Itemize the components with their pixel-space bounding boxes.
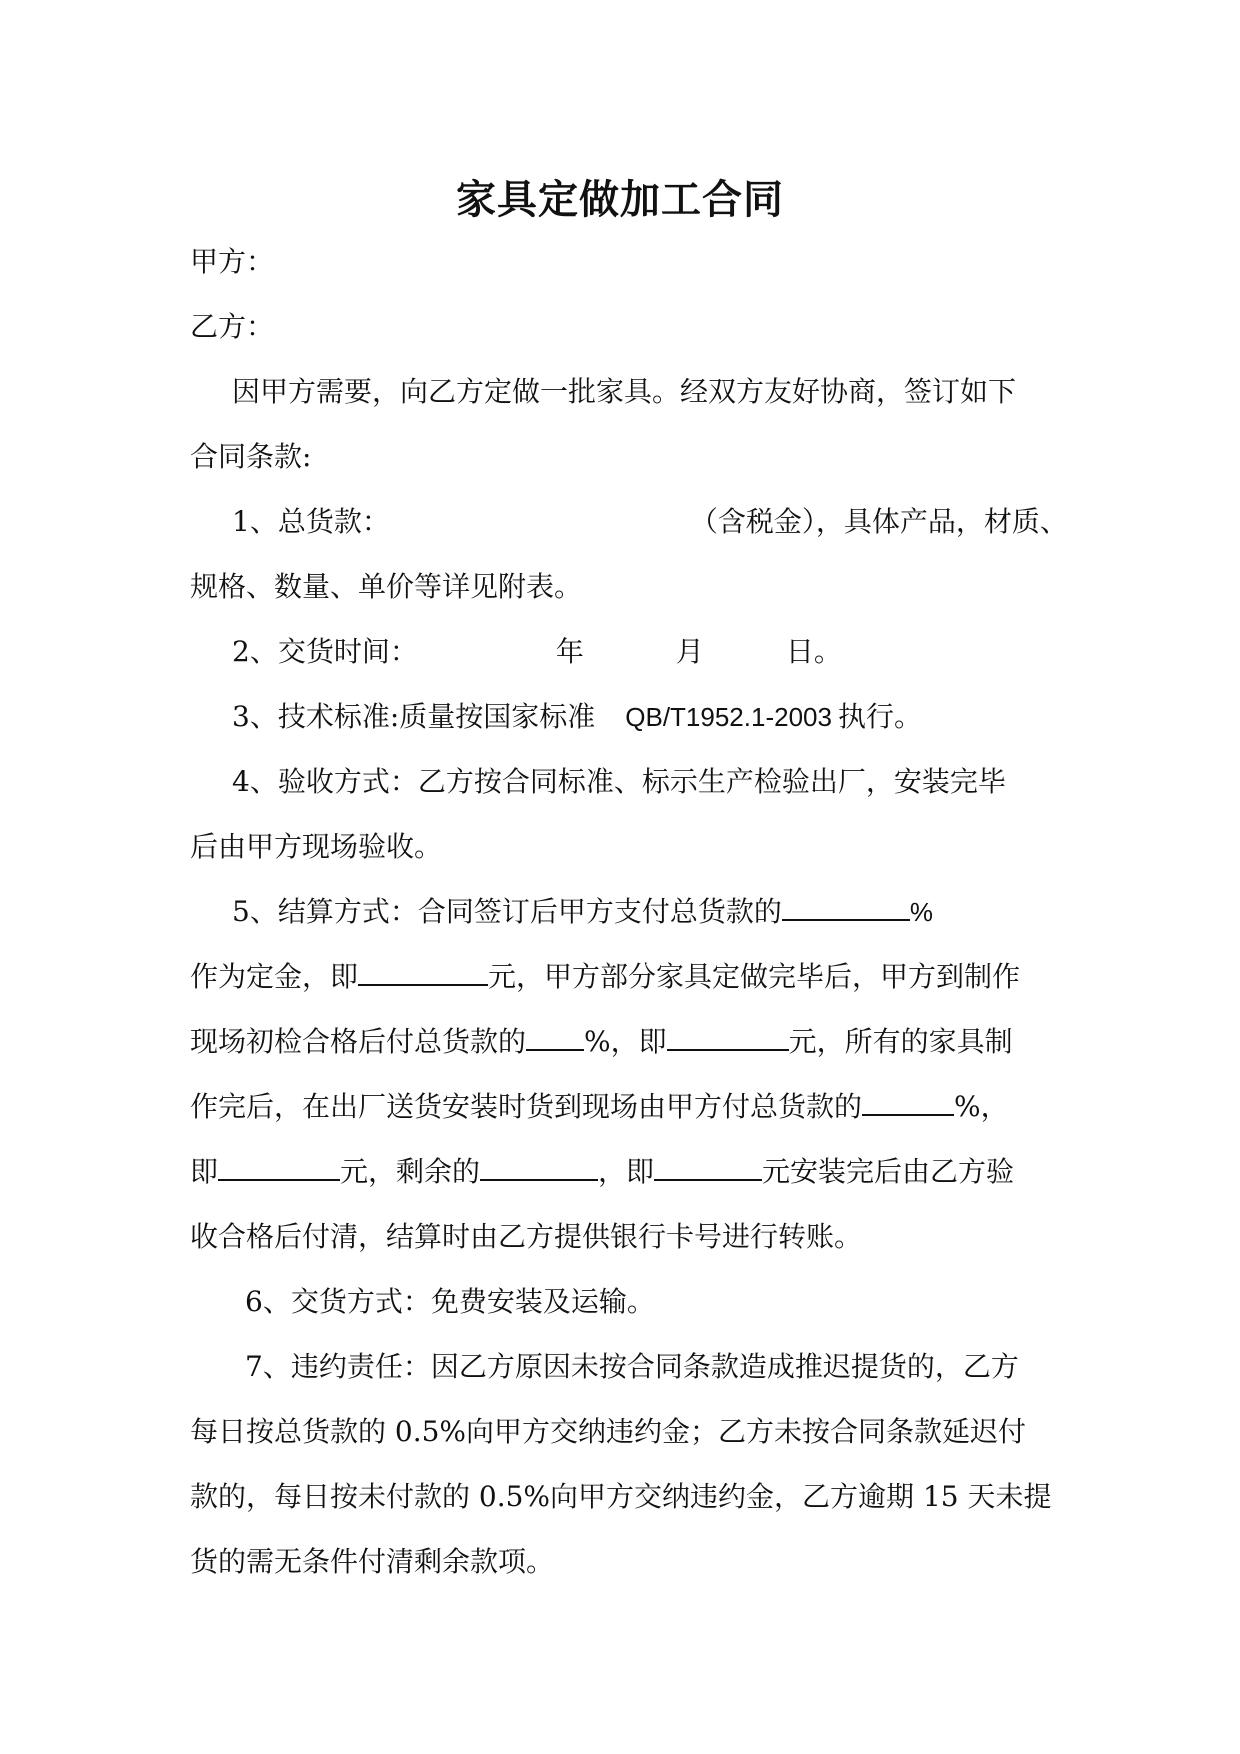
delivery-amount-blank (218, 1151, 340, 1181)
clause-1-line-1 (232, 500, 1068, 544)
clause-5-line-3 (190, 1020, 1013, 1064)
clause-5-line-6: 收合格后付清，结算时由乙方提供银行卡号进行转账。 (190, 1220, 863, 1253)
inspection-percent-blank (526, 1021, 584, 1051)
clause-5-text: 5、结算方式：合同签订后甲方支付总货款的 (232, 895, 782, 928)
clause-6-line: 6、交货方式：免费安装及运输。 (245, 1285, 655, 1318)
intro-line-2: 合同条款: (190, 440, 312, 473)
clause-4-line-1: 4、验收方式：乙方按合同标准、标示生产检验出厂，安装完毕 (232, 765, 1006, 798)
clause-5-line-4 (190, 1085, 1009, 1129)
clause-5-line-1 (232, 890, 933, 934)
clause-7-line-1: 7、违约责任：因乙方原因未按合同条款造成推迟提货的，乙方 (245, 1350, 1019, 1383)
remaining-percent-blank (480, 1151, 598, 1181)
remaining-amount-blank (654, 1151, 762, 1181)
standard-code: QB/T1952.1-2003 (625, 702, 832, 732)
clause-5-l5-d: 元安装完后由乙方验 (762, 1155, 1015, 1188)
delivery-day: 日。 (785, 635, 842, 668)
intro-line-1: 因甲方需要，向乙方定做一批家具。经双方友好协商，签订如下 (232, 375, 1017, 408)
clause-5-l3-c: 元，所有的家具制 (788, 1025, 1013, 1058)
clause-5-l2-a: 作为定金，即 (190, 960, 359, 993)
clause-7-line-2: 每日按总货款的 0.5%向甲方交纳违约金；乙方未按合同条款延迟付 (190, 1415, 1027, 1448)
clause-5-l5-c: ，即 (598, 1155, 655, 1188)
deposit-percent-sign: % (909, 897, 933, 927)
clause-5-line-5 (190, 1150, 1014, 1194)
clause-5-line-2 (190, 955, 1020, 999)
party-a-label: 甲方： (190, 245, 275, 278)
clause-1-tail: （含税金），具体产品，材质、 (689, 505, 1068, 538)
clause-4-line-2: 后由甲方现场验收。 (190, 830, 443, 863)
inspection-amount-blank (667, 1021, 789, 1051)
clause-5-l3-b: %，即 (584, 1025, 667, 1058)
deposit-percent-blank (782, 891, 910, 921)
clause-5-l2-b: 元，甲方部分家具定做完毕后，甲方到制作 (488, 960, 1021, 993)
clause-5-l5-a: 即 (190, 1155, 219, 1188)
party-b-label: 乙方： (190, 310, 275, 343)
clause-2-line (232, 630, 842, 674)
clause-7-line-3: 款的，每日按未付款的 0.5%向甲方交纳违约金，乙方逾期 15 天未提 (190, 1480, 1052, 1513)
clause-3-tail: 执行。 (837, 700, 922, 733)
clause-5-l5-b: 元，剩余的 (340, 1155, 481, 1188)
deposit-amount-blank (358, 956, 488, 986)
delivery-year: 年 (555, 635, 584, 668)
clause-3-line (232, 695, 922, 739)
clause-5-l4-b: %， (954, 1090, 1009, 1123)
delivery-percent-blank (862, 1086, 954, 1116)
clause-3-text: 3、技术标准:质量按国家标准 (232, 700, 596, 733)
delivery-month: 月 (675, 635, 704, 668)
clause-5-l4-a: 作完后，在出厂送货安装时货到现场由甲方付总货款的 (190, 1090, 863, 1123)
clause-1-label: 1、总货款： (232, 505, 390, 538)
clause-2-label: 2、交货时间： (232, 635, 418, 668)
clause-5-l3-a: 现场初检合格后付总货款的 (190, 1025, 527, 1058)
clause-7-line-4: 货的需无条件付清剩余款项。 (190, 1545, 555, 1578)
clause-1-line-2: 规格、数量、单价等详见附表。 (190, 570, 583, 603)
document-title: 家具定做加工合同 (456, 176, 784, 223)
